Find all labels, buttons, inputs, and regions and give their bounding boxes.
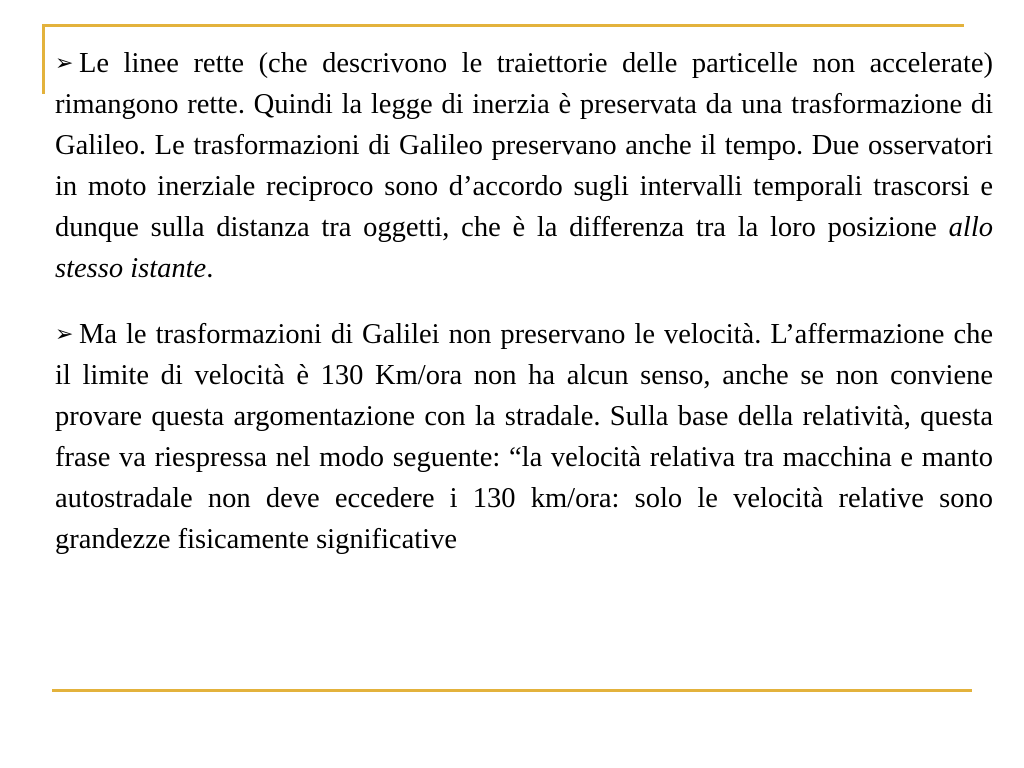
paragraph-text-end: . xyxy=(206,253,214,284)
slide-body xyxy=(55,43,993,560)
paragraph-text: Ma le trasformazioni di Galilei non preservano le velocità. L’affermazione che il limite di velocità è 130 Km/ora non ha alcun senso, anche se non conviene provare questa argomentazione con la stradale. Sulla base della relatività, questa frase va riespressa nel modo seguente: “la velocità relativa tra macchina e manto autostradale non deve eccedere i 130 km/ora: solo le velocità relative sono grandezze fisicamente significative xyxy=(55,319,993,555)
arrowhead-bullet-icon: ➢ xyxy=(55,322,74,347)
arrowhead-bullet-icon: ➢ xyxy=(55,51,74,76)
paragraph-inertia xyxy=(55,43,993,289)
italic-phrase: allo stesso istante xyxy=(55,212,993,284)
paragraph-text: Le linee rette (che descrivono le traiettorie delle particelle non accelerate) rimangono rette. Quindi la legge di inerzia è preservata da una trasformazione di Galileo. Le trasformazioni di Galileo preservano anche il tempo. Due osservatori in moto inerziale reciproco sono d’accordo sugli intervalli temporali trascorsi e dunque sulla distanza tra oggetti, che è la differenza tra la loro posizione xyxy=(55,48,993,243)
paragraph-velocity xyxy=(55,314,993,560)
left-rule xyxy=(42,24,45,94)
top-rule xyxy=(42,24,964,27)
bottom-rule xyxy=(52,689,972,692)
